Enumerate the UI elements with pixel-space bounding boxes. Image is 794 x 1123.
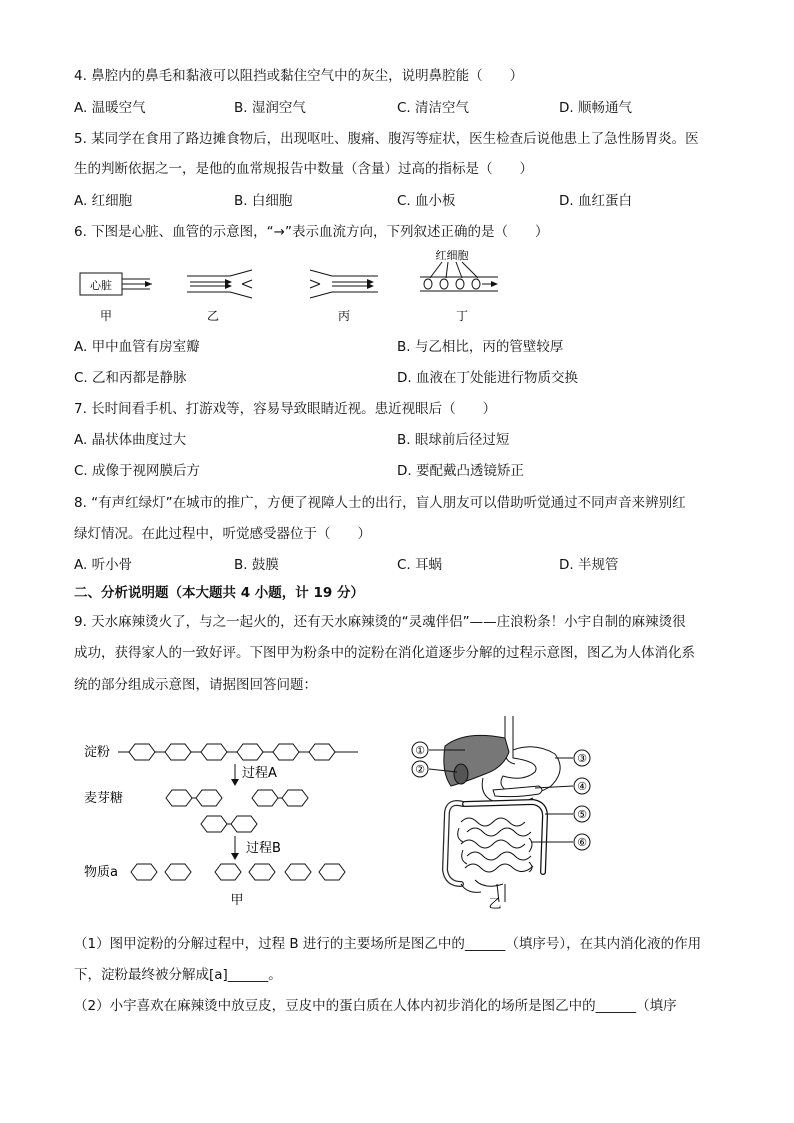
q6-option-b: B. 与乙相比，丙的管壁较厚 [397,339,564,355]
substance-a-label: 物质a [84,865,118,880]
q8-stem-line1: 8. “有声红绿灯”在城市的推广，方便了视障人士的出行，盲人朋友可以借助听觉通过不同声音来辨别红 [74,495,686,511]
starch-label: 淀粉 [84,745,111,760]
figure-caption-jia: 甲 [230,893,244,908]
q8-option-a: A. 听小骨 [74,557,133,573]
q6-stem: 6. 下图是心脏、血管的示意图，“→”表示血流方向，下列叙述正确的是（ ） [74,224,549,240]
marker-2: ② [415,763,425,776]
q6-figure [70,246,510,326]
fig-label-jia: 甲 [99,309,113,323]
marker-1: ① [415,744,425,757]
q9-para-line1: 9. 天水麻辣烫火了，与之一起火的，还有天水麻辣烫的“灵魂伴侣”——庄浪粉条！小宇自制的麻辣烫很 [74,614,686,630]
pancreas-shape [493,786,542,797]
q9-sub1-line1: （1）图甲淀粉的分解过程中，过程 B 进行的主要场所是图乙中的______（填序号），在其内消化液的作用 [74,936,702,952]
rbc-label: 红细胞 [435,249,469,262]
small-intestine-shape [458,818,533,872]
q8-option-c: C. 耳蜗 [397,557,443,573]
q5-option-b: B. 白细胞 [234,193,293,209]
heart-label: 心脏 [90,279,112,292]
q9-sub1-line2: 下，淀粉最终被分解成[a]______。 [74,967,282,983]
maltose-label: 麦芽糖 [84,791,124,806]
q6-option-c: C. 乙和丙都是静脉 [74,370,187,386]
process-b-label: 过程B [246,841,281,856]
q7-option-d: D. 要配戴凸透镜矫正 [397,463,524,479]
q6-option-a: A. 甲中血管有房室瓣 [74,339,200,355]
q5-stem-line2: 生的判断依据之一，是他的血常规报告中数量（含量）过高的指标是（ ） [74,161,533,177]
q4-option-b: B. 湿润空气 [234,100,306,116]
marker-6: ⑥ [577,836,587,849]
q7-option-a: A. 晶状体曲度过大 [74,432,187,448]
q5-option-a: A. 红细胞 [74,193,133,209]
q5-stem-line1: 5. 某同学在食用了路边摊食物后，出现呕吐、腹痛、腹泻等症状，医生检查后说他患上了急性肠胃炎。医 [74,131,699,147]
liver-shape [444,735,509,786]
q7-option-c: C. 成像于视网膜后方 [74,463,201,479]
gallbladder-shape [454,764,468,784]
fig-label-ding: 丁 [455,309,469,323]
q5-option-d: D. 血红蛋白 [559,193,632,209]
q7-option-b: B. 眼球前后径过短 [397,432,510,448]
q7-stem: 7. 长时间看手机、打游戏等，容易导致眼睛近视。患近视眼后（ ） [74,401,497,417]
q4-option-c: C. 清洁空气 [397,100,470,116]
q4-stem: 4. 鼻腔内的鼻毛和黏液可以阻挡或黏住空气中的灰尘，说明鼻腔能（ ） [74,68,524,84]
q6-option-d: D. 血液在丁处能进行物质交换 [397,370,578,386]
digestive-system-figure [405,712,605,912]
marker-5: ⑤ [577,808,587,821]
section-title: 二、分析说明题（本大题共 4 小题，计 19 分） [74,585,364,601]
marker-3: ③ [577,752,587,765]
fig-label-yi: 乙 [206,309,220,323]
q8-option-d: D. 半规管 [559,557,619,573]
q9-sub2-line1: （2）小宇喜欢在麻辣烫中放豆皮，豆皮中的蛋白质在人体内初步消化的场所是图乙中的______（填序 [74,998,677,1014]
q4-option-d: D. 顺畅通气 [559,100,632,116]
fig-label-bing: 丙 [337,309,351,323]
process-a-label: 过程A [242,766,277,781]
figure-caption-yi: 乙 [488,897,502,912]
starch-digestion-figure [80,730,370,910]
q9-para-line3: 统的部分组成示意图，请据图回答问题： [74,677,317,693]
q5-option-c: C. 血小板 [397,193,456,209]
marker-4: ④ [577,780,587,793]
q8-stem-line2: 绿灯情况。在此过程中，听觉感受器位于（ ） [74,526,371,542]
q9-para-line2: 成功，获得家人的一致好评。下图甲为粉条中的淀粉在消化道逐步分解的过程示意图，图乙为人体消化系 [74,645,695,661]
q8-option-b: B. 鼓膜 [234,557,279,573]
q4-option-a: A. 温暖空气 [74,100,146,116]
